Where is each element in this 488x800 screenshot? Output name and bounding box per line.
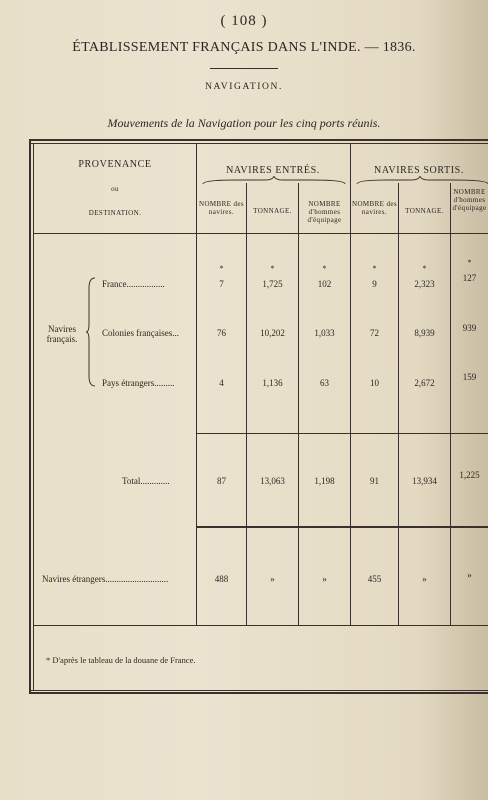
- header-braces: [197, 176, 488, 186]
- cell: 72: [370, 328, 379, 338]
- title-rule: [210, 68, 278, 69]
- col-tonnage-entres: TONNAGE.: [253, 207, 292, 215]
- cell: 8,939: [414, 328, 435, 338]
- cell: 1,225: [459, 470, 480, 480]
- asterisk-mark: *: [467, 258, 472, 267]
- col-equipage-sortis: NOMBRE d'hommes d'équipage: [452, 188, 487, 213]
- body-bottom-rule: [34, 625, 488, 626]
- col-divider: [450, 183, 451, 625]
- table-top-border-inner: [29, 143, 488, 144]
- table-top-border: [29, 139, 488, 141]
- row-label: Colonies françaises...: [102, 328, 179, 338]
- cell: 9: [372, 279, 377, 289]
- header-bottom-rule: [34, 233, 488, 234]
- cell: 1,198: [314, 476, 335, 486]
- entered-header: NAVIRES ENTRÉS.: [226, 165, 320, 176]
- cell: 13,934: [412, 476, 437, 486]
- cell: 87: [217, 476, 226, 486]
- cell: 76: [217, 328, 226, 338]
- cell: 102: [317, 279, 332, 289]
- asterisk-mark: *: [270, 264, 275, 273]
- row-label: Pays étrangers.........: [102, 378, 175, 388]
- provenance-header: PROVENANCE: [78, 159, 152, 170]
- group-brace: [86, 276, 96, 388]
- exited-brace: [357, 176, 488, 184]
- provenance-ou: ou: [111, 185, 119, 193]
- cell: »: [270, 574, 275, 584]
- cell: 455: [367, 574, 382, 584]
- col-tonnage-sortis: TONNAGE.: [405, 207, 444, 215]
- cell: 1,033: [314, 328, 335, 338]
- table-bottom-border: [29, 692, 488, 694]
- col-nombre-navires-sortis: NOMBRE des navires.: [351, 200, 398, 217]
- cell: 91: [370, 476, 379, 486]
- cell: 127: [462, 273, 477, 283]
- cell: 488: [214, 574, 229, 584]
- cell: 2,672: [414, 378, 435, 388]
- provenance-destination: DESTINATION.: [88, 209, 142, 217]
- cell: 2,323: [414, 279, 435, 289]
- footnote: * D'après le tableau de la douane de France.: [46, 655, 196, 665]
- group-brace-path: [86, 278, 95, 386]
- col-equipage-entres: NOMBRE d'hommes d'équipage: [307, 200, 342, 225]
- section-heading: NAVIGATION.: [205, 82, 283, 92]
- cell: 4: [219, 378, 224, 388]
- cell: »: [422, 574, 427, 584]
- cell: 1,136: [262, 378, 283, 388]
- asterisk-mark: *: [219, 264, 224, 273]
- cell: 63: [320, 378, 329, 388]
- page-title: ÉTABLISSEMENT FRANÇAIS DANS L'INDE. — 1836.: [72, 40, 416, 55]
- total-label: Total.............: [122, 476, 170, 486]
- cell: »: [467, 570, 472, 580]
- asterisk-mark: *: [422, 264, 427, 273]
- total-top-rule: [197, 433, 488, 434]
- cell: 7: [219, 279, 224, 289]
- col-nombre-navires-entres: NOMBRE des navires.: [198, 200, 245, 217]
- group-label-navires-francais: Navires français.: [46, 324, 78, 344]
- cell: 159: [462, 372, 477, 382]
- asterisk-mark: *: [372, 264, 377, 273]
- cell: 1,725: [262, 279, 283, 289]
- cell: 939: [462, 323, 477, 333]
- cell: 10,202: [260, 328, 285, 338]
- col-divider: [246, 183, 247, 625]
- col-divider: [398, 183, 399, 625]
- entered-brace: [203, 176, 345, 184]
- table-bottom-border-inner: [29, 690, 488, 691]
- table-subtitle: Mouvements de la Navigation pour les cinq ports réunis.: [107, 116, 381, 130]
- cell: »: [322, 574, 327, 584]
- asterisk-mark: *: [322, 264, 327, 273]
- total-bottom-rule: [197, 526, 488, 528]
- exited-header: NAVIRES SORTIS.: [374, 165, 464, 176]
- table-left-border-inner: [33, 143, 34, 690]
- cell: 13,063: [260, 476, 285, 486]
- row-label: France.................: [102, 279, 165, 289]
- foreign-label: Navires étrangers............................: [42, 574, 169, 584]
- page-number: ( 108 ): [220, 13, 268, 29]
- cell: 10: [370, 378, 379, 388]
- col-divider: [298, 183, 299, 625]
- table-left-border: [29, 139, 31, 694]
